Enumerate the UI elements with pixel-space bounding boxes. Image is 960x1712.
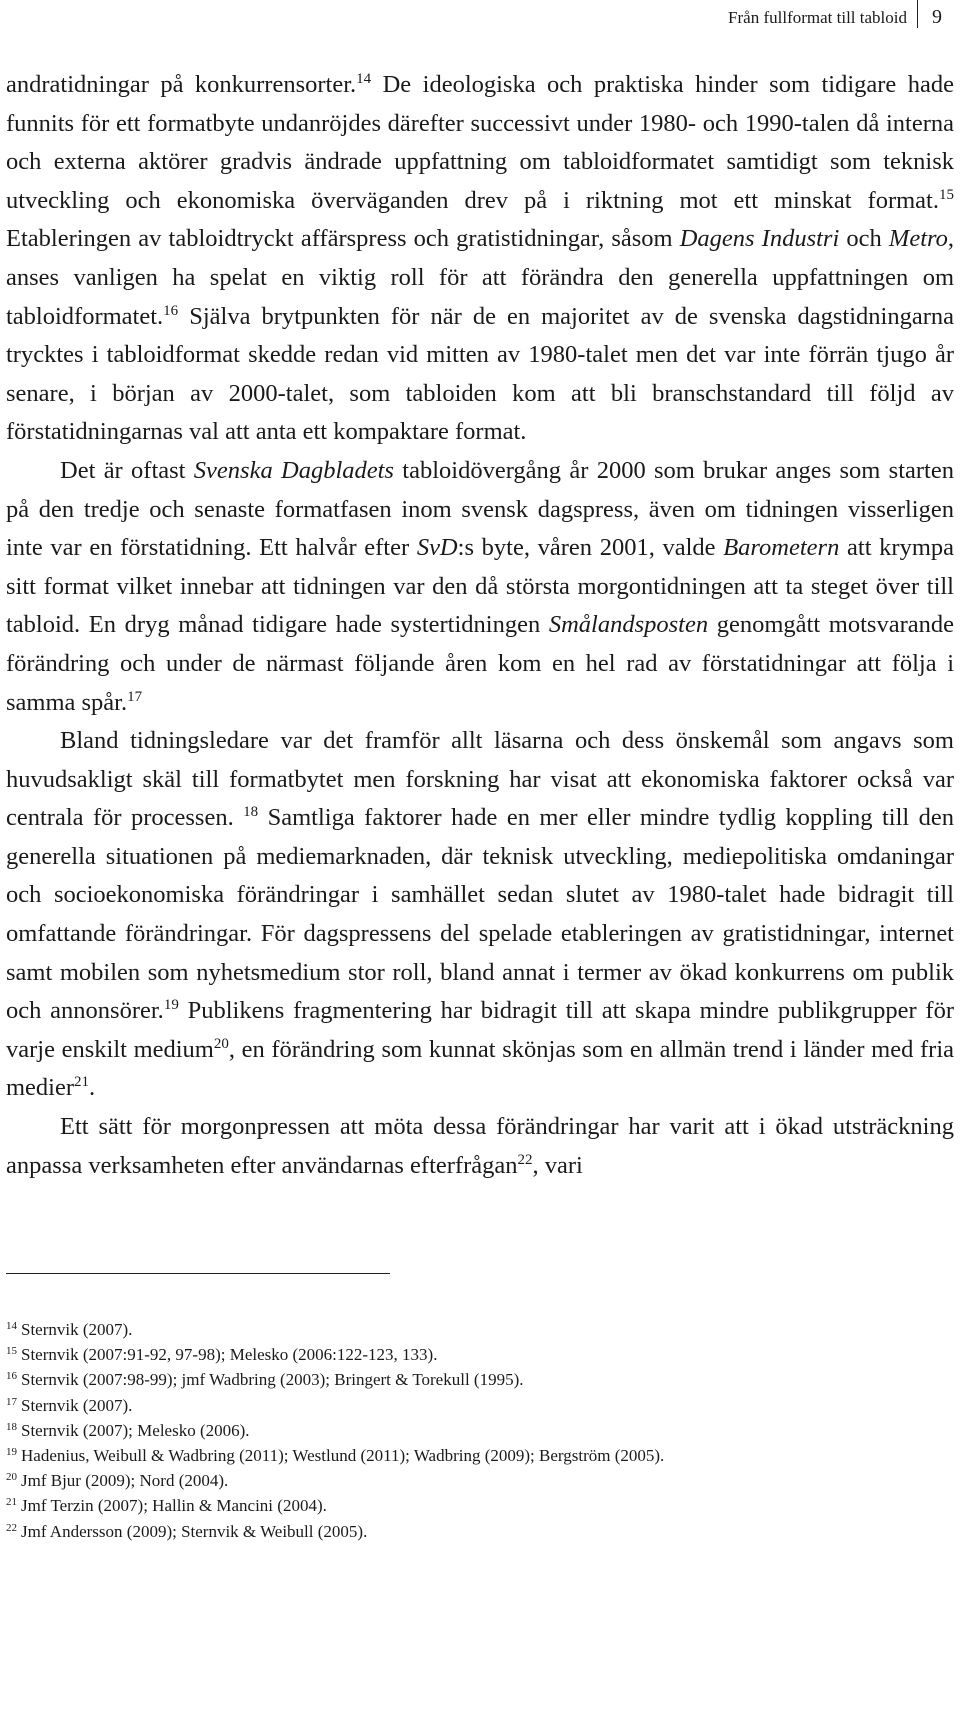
footnote-text: Sternvik (2007). <box>21 1395 133 1415</box>
footnote-ref[interactable]: 19 <box>163 997 179 1014</box>
running-title: Från fullformat till tabloid <box>728 8 907 27</box>
footnote <box>6 1468 954 1493</box>
text-run: att krympa sitt format vilket innebar att tidningen var den då största morgontidningen att ta steget över till tabloid. En dryg månad tidigare hade systertidningen <box>6 534 955 639</box>
footnote <box>6 1493 954 1518</box>
paragraph <box>6 1108 954 1185</box>
body-text <box>6 66 954 1185</box>
footnote-number: 22 <box>6 1521 17 1534</box>
text-run: , en förändring som kunnat skönjas som en allmän trend i länder med fria medier <box>6 1035 955 1102</box>
text-run: Ett sätt för morgonpressen att möta dessa förändringar har varit att i ökad utsträckning anpassa verksamheten efter användarnas efterfrågan <box>6 1113 954 1179</box>
footnote <box>6 1418 954 1443</box>
footnote-ref[interactable]: 15 <box>939 186 954 203</box>
footnote-number: 18 <box>6 1420 17 1433</box>
footnote <box>6 1342 954 1367</box>
text-run: Själva brytpunkten för när de en majoritet av de svenska dagstidningarna trycktes i tabloidformat skedde redan vid mitten av 1980-talet men det var inte förrän tjugo år senare, i början av 2000-talet, som tabloiden kom att bli branschstandard till följd av förstatidningarnas val att anta ett kompaktare format. <box>6 302 954 446</box>
text-run: Etableringen av tabloidtryckt affärspress och gratistidningar, såsom <box>6 225 680 253</box>
text-run: tabloidövergång år 2000 som brukar anges som starten på den tredje och senaste formatfasen inom svensk dagspress, även om tidningen visserligen inte var en förstatidning. Ett halvår efter <box>6 456 954 562</box>
paragraph <box>6 66 954 452</box>
italic-title: Barometern <box>723 534 840 562</box>
footnote-ref[interactable]: 18 <box>243 804 259 821</box>
footnote-separator <box>6 1273 390 1274</box>
text-run: och <box>839 225 889 253</box>
footnotes <box>6 1317 954 1544</box>
footnote-text: Hadenius, Weibull & Wadbring (2011); Westlund (2011); Wadbring (2009); Bergström (2005). <box>21 1446 665 1466</box>
italic-title: Smålandsposten <box>548 611 709 639</box>
page-number: 9 <box>932 6 942 28</box>
footnote-ref[interactable]: 20 <box>213 1035 229 1052</box>
footnote-ref[interactable]: 17 <box>127 688 143 705</box>
text-run: Det är oftast <box>60 456 194 484</box>
italic-title: Svenska Dagbladets <box>193 456 394 484</box>
text-run: Publikens fragmentering har bidragit till att skapa mindre publikgrupper för varje enskilt medium <box>6 997 954 1063</box>
text-run: , vari <box>532 1151 583 1179</box>
footnote-text: Jmf Terzin (2007); Hallin & Mancini (2004). <box>21 1496 327 1516</box>
footnote-ref[interactable]: 16 <box>163 302 179 319</box>
footnote <box>6 1317 954 1342</box>
footnote-number: 16 <box>6 1370 17 1383</box>
footnote-ref[interactable]: 14 <box>356 71 372 87</box>
text-run: , anses vanligen ha spelat en viktig roll för att förändra den generella uppfattningen om tabloidformatet. <box>6 225 955 330</box>
text-run: De ideologiska och praktiska hinder som tidigare hade funnits för ett formatbyte undanröjdes därefter successivt under 1980- och 1990-talen då interna och externa aktörer gradvis ändrade uppfattning om tabloidformatet samtidigt som teknisk utveckling och ekonomiska överväganden drev på i riktning mot ett minskat format. <box>6 71 955 214</box>
paragraph <box>6 452 954 722</box>
footnote <box>6 1393 954 1418</box>
page-header <box>728 0 942 44</box>
footnote-number: 14 <box>6 1320 17 1332</box>
footnote-ref[interactable]: 22 <box>517 1151 533 1168</box>
footnote <box>6 1519 954 1544</box>
text-run: . <box>89 1074 96 1102</box>
italic-title: SvD <box>416 534 458 562</box>
text-run: andratidningar på konkurrensorter. <box>6 71 357 98</box>
footnote-text: Sternvik (2007:98-99); jmf Wadbring (2003); Bringert & Torekull (1995). <box>21 1370 524 1390</box>
footnote-number: 19 <box>6 1446 17 1459</box>
footnote-text: Sternvik (2007); Melesko (2006). <box>21 1420 250 1440</box>
footnote-number: 20 <box>6 1471 17 1484</box>
paragraph <box>6 722 954 1108</box>
footnote-ref[interactable]: 21 <box>74 1074 90 1091</box>
footnote <box>6 1443 954 1468</box>
text-run: genomgått motsvarande förändring och under de närmast följande åren kom en hel rad av förstatidningar att följa i samma spår. <box>6 611 954 716</box>
footnote-text: Sternvik (2007). <box>21 1320 133 1339</box>
italic-title: Metro <box>888 225 948 253</box>
footnote-number: 15 <box>6 1345 17 1358</box>
footnote-text: Jmf Bjur (2009); Nord (2004). <box>21 1471 229 1491</box>
footnote-number: 17 <box>6 1395 17 1408</box>
text-run: :s byte, våren 2001, valde <box>457 534 724 562</box>
italic-title: Dagens Industri <box>679 225 840 253</box>
text-run: Bland tidningsledare var det framför allt läsarna och dess önskemål som angavs som huvudsakligt skäl till formatbytet men forskning har visat att ekonomiska faktorer också var centrala för processen. <box>6 727 954 832</box>
footnote <box>6 1367 954 1392</box>
footnote-text: Sternvik (2007:91-92, 97-98); Melesko (2006:122-123, 133). <box>21 1345 438 1365</box>
text-run: Samtliga faktorer hade en mer eller mindre tydlig koppling till den generella situationen på mediemarknaden, där teknisk utveckling, mediepolitiska omdaningar och socioekonomiska förändringar i samhället sedan slutet av 1980-talet hade bidragit till omfattande förändringar. För dagspressens del spelade etableringen av gratistidningar, internet samt mobilen som nyhetsmedium stor roll, bland annat i termer av ökad konkurrens om publik och annonsörer. <box>6 804 955 1025</box>
footnote-text: Jmf Andersson (2009); Sternvik & Weibull (2005). <box>21 1521 368 1541</box>
footnote-number: 21 <box>6 1496 17 1509</box>
